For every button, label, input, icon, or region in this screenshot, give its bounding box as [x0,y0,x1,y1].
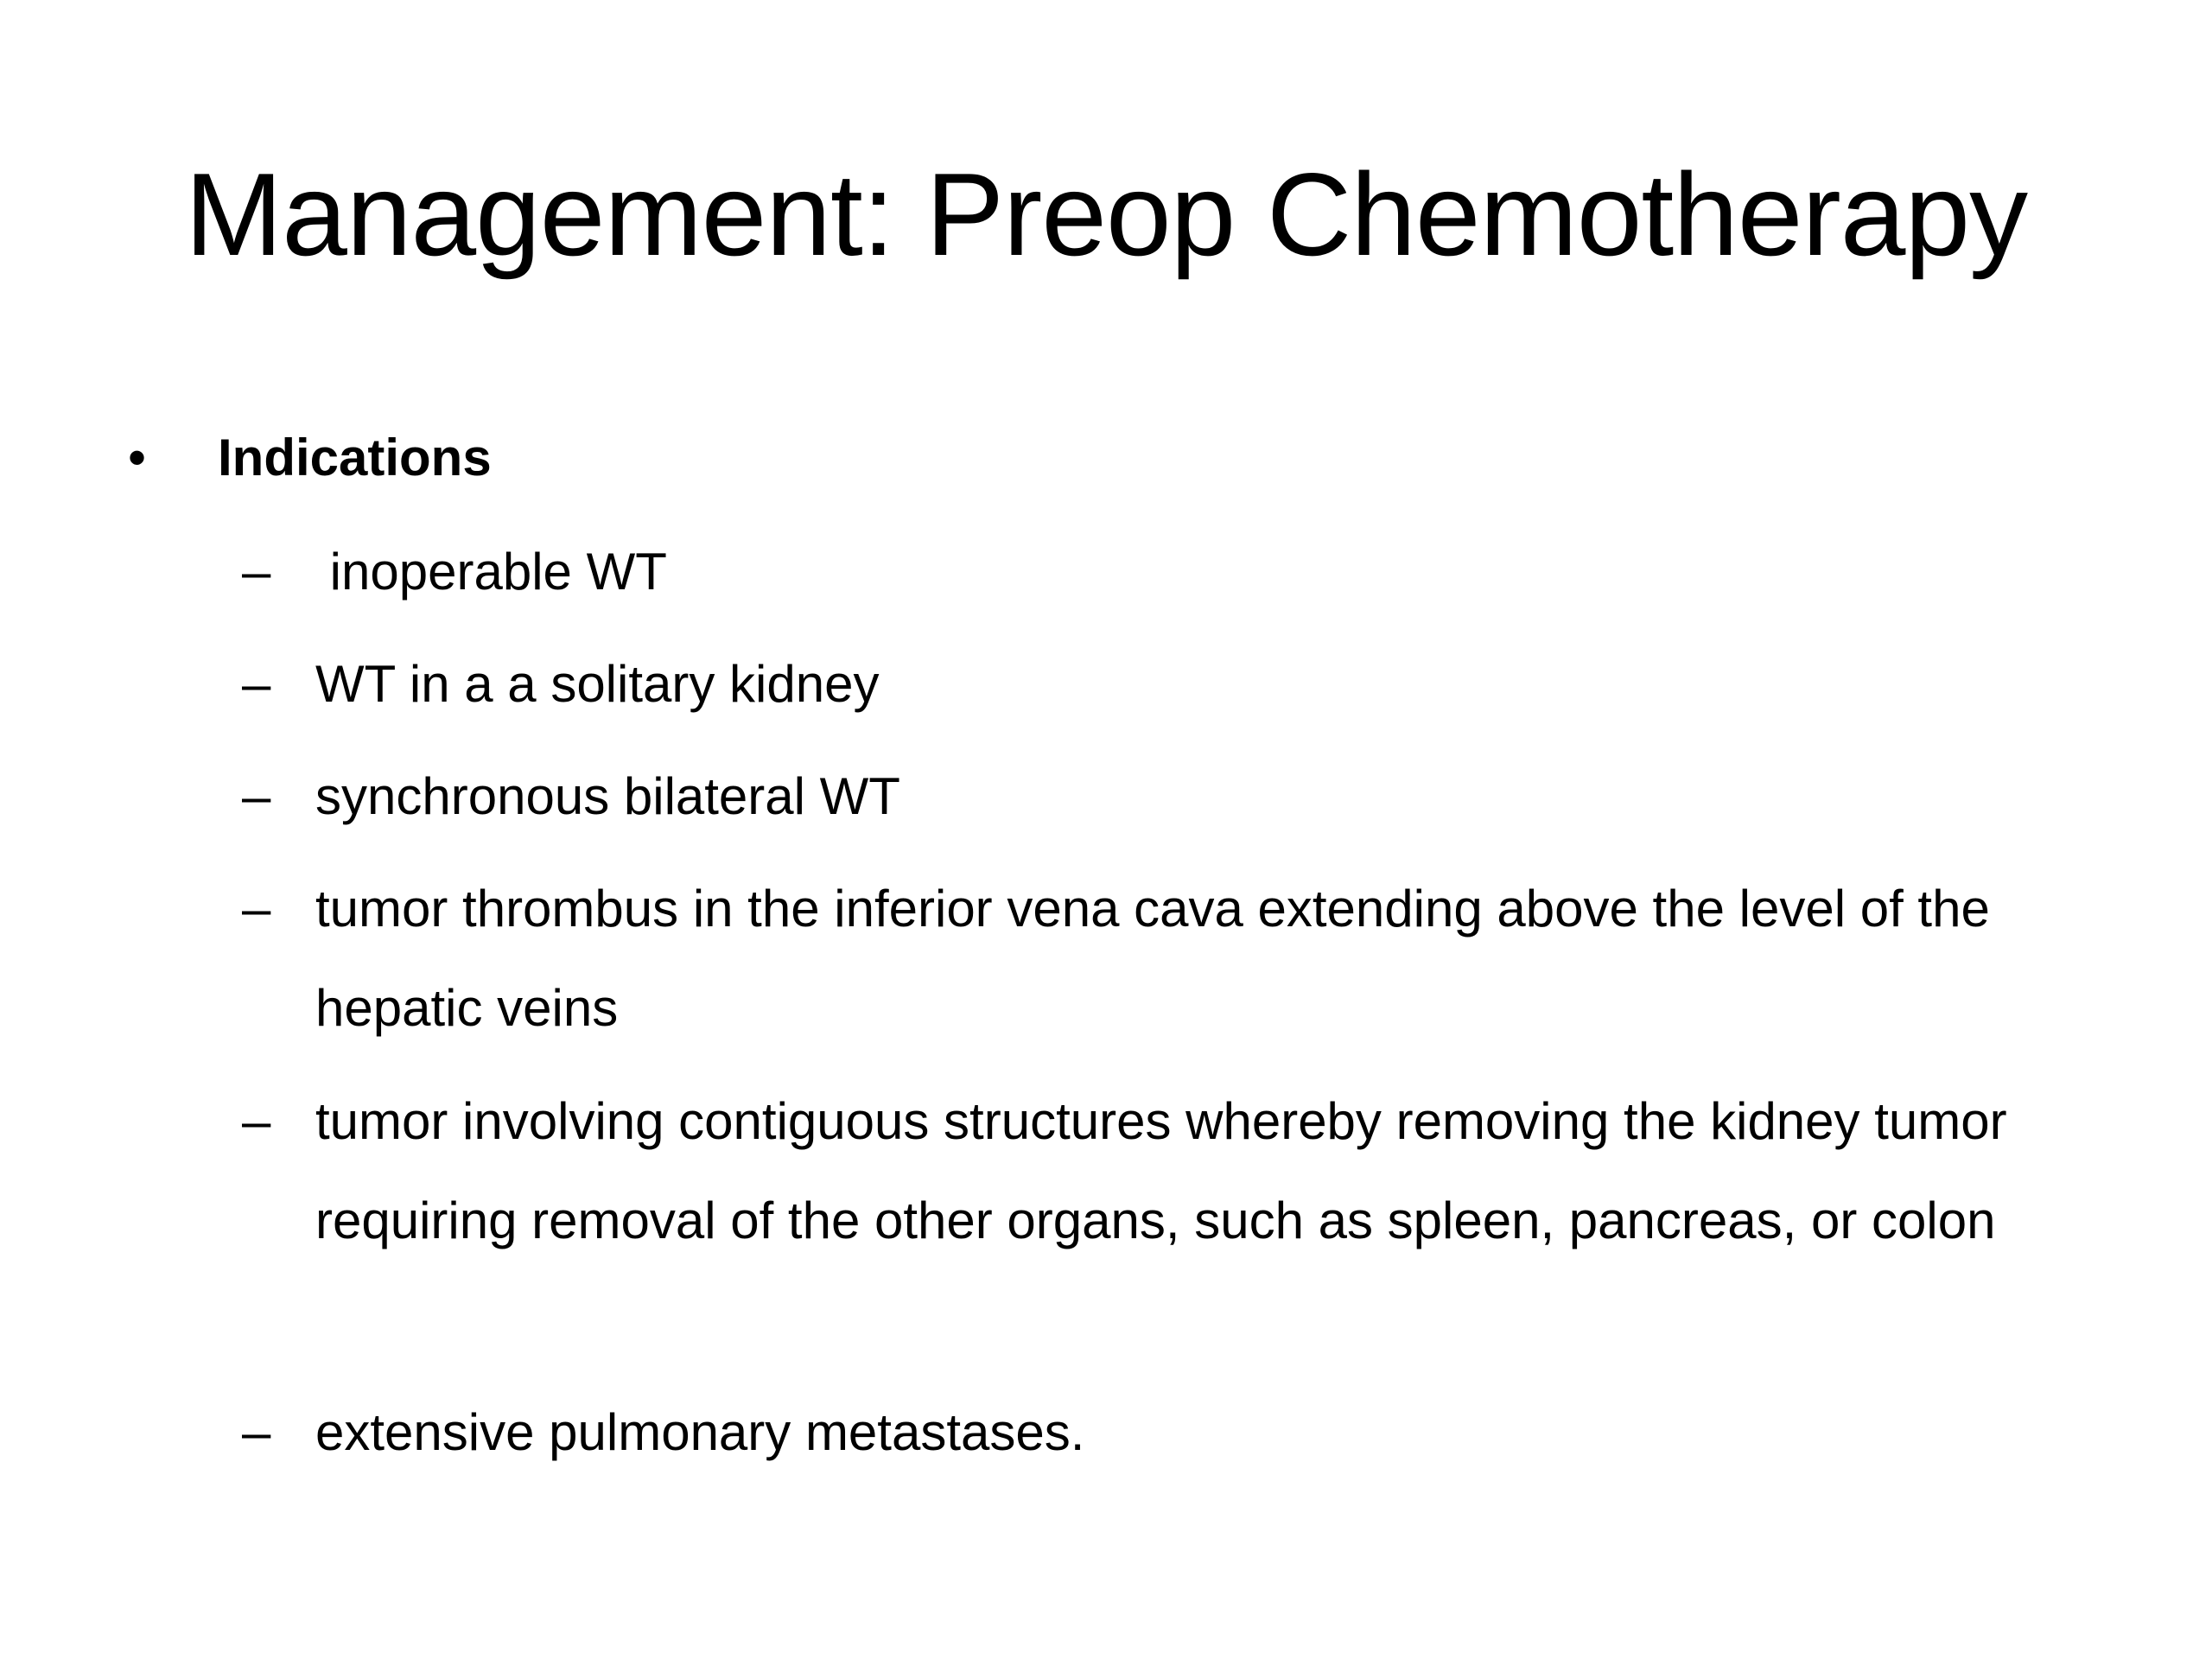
dash-marker: – [242,767,271,825]
dash-marker: – [242,1092,271,1150]
dash-marker: – [242,655,271,713]
bullet-marker: • [128,429,147,486]
list-item-text: inoperable WT [315,543,667,601]
bullet-label: Indications [218,429,492,486]
slide-title: Management: Preop Chemotherapy [184,149,2028,280]
dash-marker: – [242,543,271,601]
list-item-text: synchronous bilateral WT [315,767,900,825]
dash-marker: – [242,880,271,938]
list-item-text: extensive pulmonary metastases. [315,1403,1085,1461]
dash-marker: – [242,1403,271,1461]
list-item-text: WT in a a solitary kidney [315,655,880,713]
list-item-text: tumor involving contiguous structures whereby removing the kidney tumor requiring removal of the other organs, such as spleen, pancreas, or colon [315,1092,2007,1249]
list-item-text: tumor thrombus in the inferior vena cava extending above the level of the hepatic veins [315,880,1990,1037]
